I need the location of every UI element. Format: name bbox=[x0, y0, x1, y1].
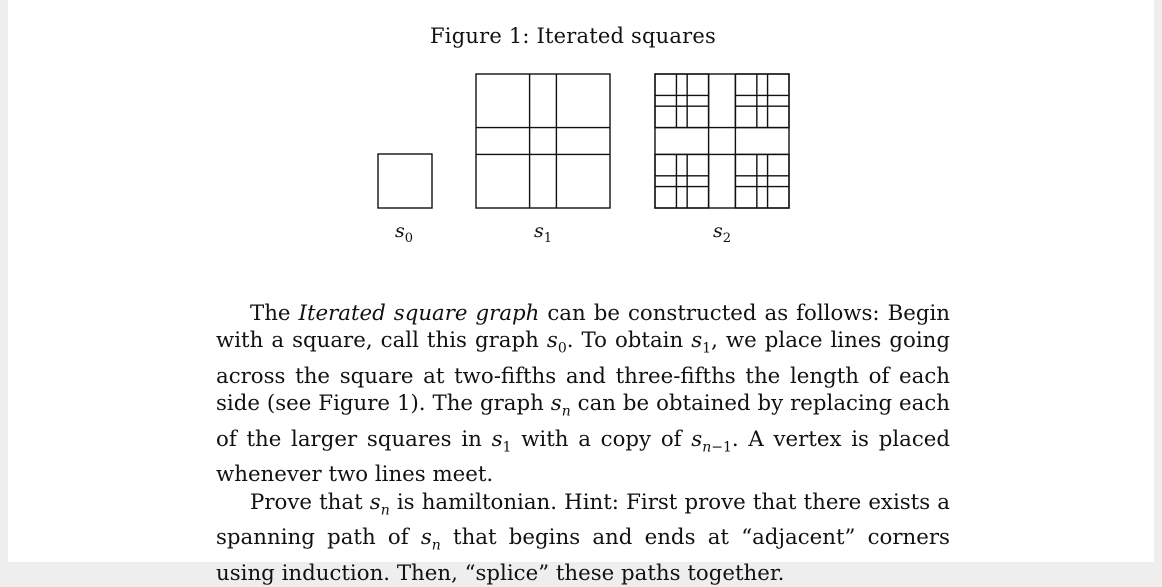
label-s1: $s_1$ bbox=[534, 220, 553, 246]
paragraph-1: The Iterated square graph can be constructed as follows: Begin with a square, call this graph $s_0$. To obtain $s_1$, we place lines going across the square at two-fifths and three-fifths the length of each side (see Figure 1). The graph $s_n$ can be obtained by replacing each of the larger squares in $s_1$ with a copy of $s_{n-1}$. A vertex is placed whenever two lines meet. bbox=[216, 301, 951, 488]
square-s2 bbox=[655, 74, 789, 208]
label-s2: $s_2$ bbox=[713, 220, 732, 246]
square-s0 bbox=[378, 154, 432, 208]
problem-text bbox=[216, 300, 950, 587]
label-s0: $s_0$ bbox=[395, 220, 414, 246]
square-s1 bbox=[476, 74, 610, 208]
paragraph-2: Prove that $s_n$ is hamiltonian. Hint: First prove that there exists a spanning path of $s_n$ that begins and ends at “adjacent” corners using induction. Then, “splice” these paths together. bbox=[216, 489, 950, 586]
figure-caption: Figure 1: Iterated squares bbox=[430, 24, 716, 48]
